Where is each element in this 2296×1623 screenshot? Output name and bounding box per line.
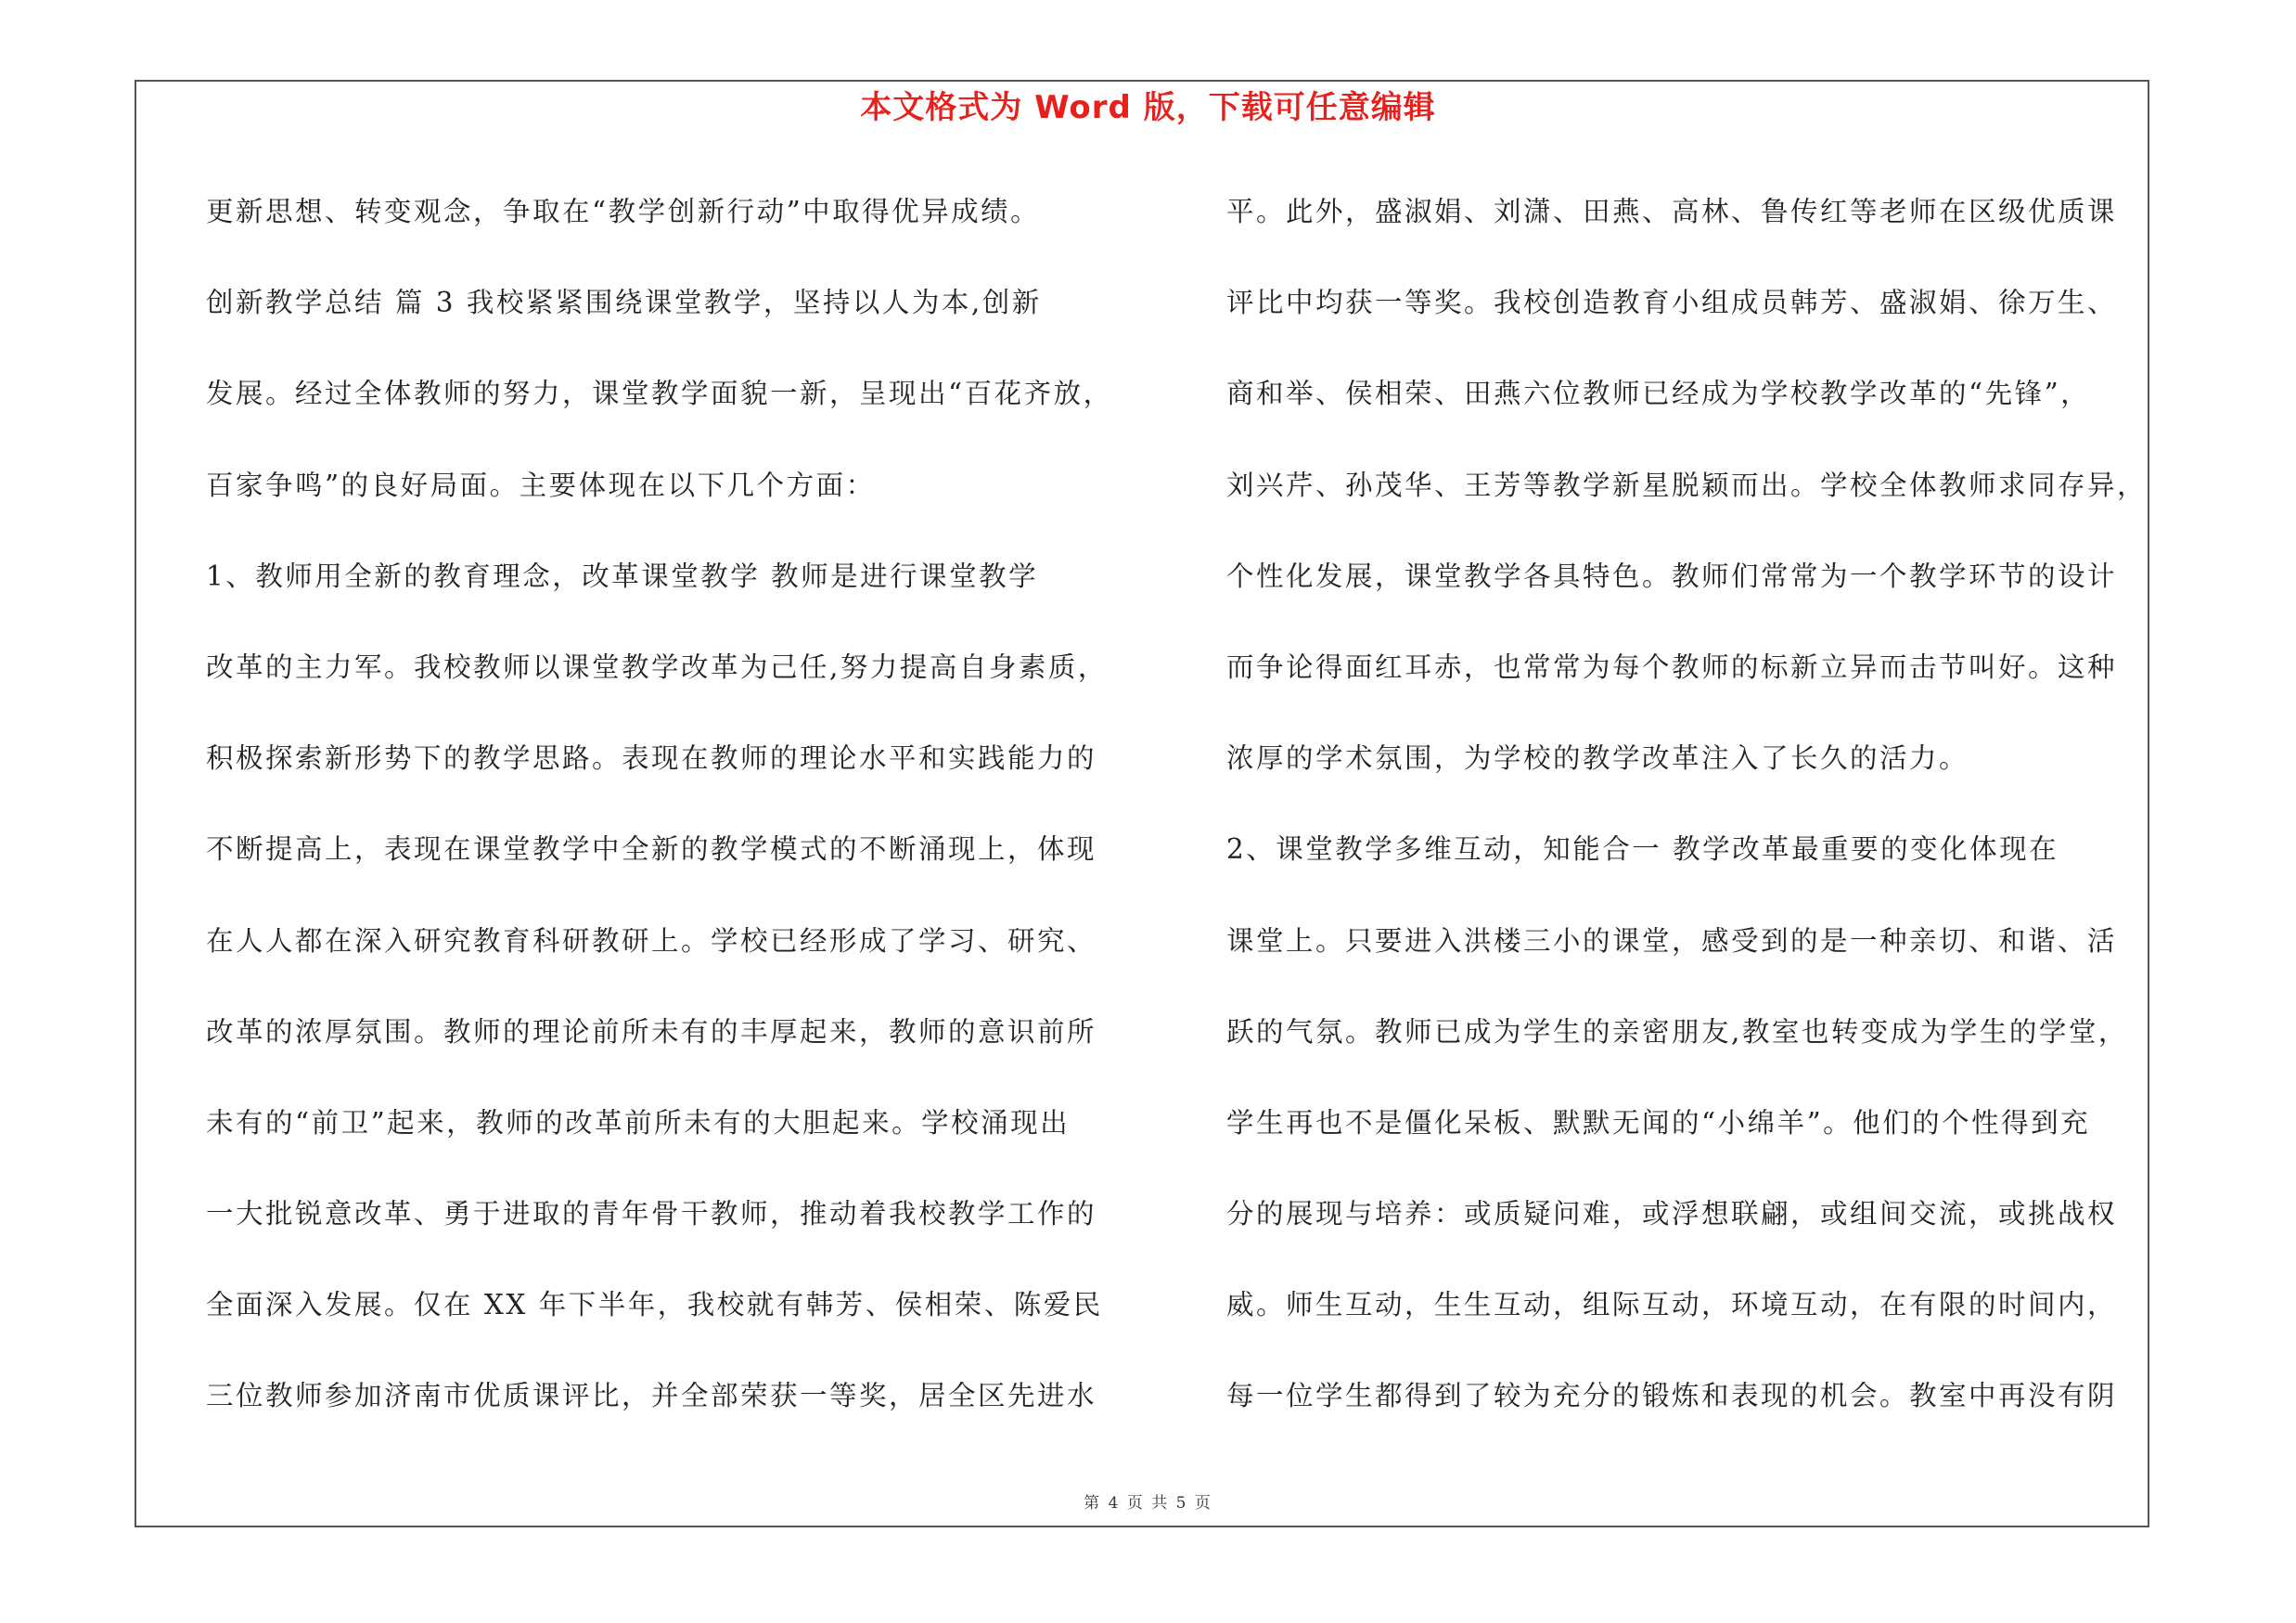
text-line: 积极探索新形势下的教学思路。表现在教师的理论水平和实践能力的 [206, 742, 1097, 775]
page-number: 第 4 页 共 5 页 [1084, 1494, 1212, 1513]
text-line: 不断提高上，表现在课堂教学中全新的教学模式的不断涌现上，体现 [206, 833, 1097, 866]
text-line: 个性化发展，课堂教学各具特色。教师们常常为一个教学环节的设计 [1226, 560, 2118, 592]
text-line: 而争论得面红耳赤，也常常为每个教师的标新立异而击节叫好。这种 [1226, 650, 2118, 683]
text-line: 改革的浓厚氛围。教师的理论前所未有的丰厚起来，教师的意识前所 [206, 1015, 1097, 1048]
text-line: 评比中均获一等奖。我校创造教育小组成员韩芳、盛淑娟、徐万生、 [1226, 287, 2118, 319]
text-line: 发展。经过全体教师的努力，课堂教学面貌一新，呈现出“百花齐放， [206, 378, 1113, 410]
text-line: 一大批锐意改革、勇于进取的青年骨干教师，推动着我校教学工作的 [206, 1198, 1097, 1230]
text-line: 课堂上。只要进入洪楼三小的课堂，感受到的是一种亲切、和谐、活 [1226, 924, 2118, 957]
word-format-banner: 本文格式为 Word 版，下载可任意编辑 [860, 89, 1436, 126]
text-line: 未有的“前卫”起来，教师的改革前所未有的大胆起来。学校涌现出 [206, 1106, 1071, 1139]
text-line: 更新思想、转变观念，争取在“教学创新行动”中取得优异成绩。 [206, 196, 1041, 227]
text-line: 每一位学生都得到了较为充分的锻炼和表现的机会。教室中再没有阴 [1226, 1380, 2118, 1412]
text-line: 1、教师用全新的教育理念，改革课堂教学 教师是进行课堂教学 [206, 560, 1039, 592]
text-line: 平。此外，盛淑娟、刘潇、田燕、高林、鲁传红等老师在区级优质课 [1226, 196, 2118, 227]
left-text-column [206, 184, 1134, 1460]
text-line: 三位教师参加济南市优质课评比，并全部荣获一等奖，居全区先进水 [206, 1380, 1097, 1412]
text-line: 全面深入发展。仅在 XX 年下半年，我校就有韩芳、侯相荣、陈爱民 [206, 1289, 1103, 1321]
text-line: 刘兴芹、孙茂华、王芳等教学新星脱颖而出。学校全体教师求同存异， [1226, 469, 2148, 501]
text-line: 商和举、侯相荣、田燕六位教师已经成为学校教学改革的“先锋”， [1226, 378, 2091, 410]
text-line: 威。师生互动，生生互动，组际互动，环境互动，在有限的时间内， [1226, 1289, 2118, 1321]
text-line: 分的展现与培养：或质疑问难，或浮想联翩，或组间交流，或挑战权 [1226, 1198, 2118, 1230]
text-line: 改革的主力军。我校教师以课堂教学改革为己任,努力提高自身素质， [206, 650, 1108, 683]
text-line: 创新教学总结 篇 3 我校紧紧围绕课堂教学，坚持以人为本,创新 [206, 287, 1042, 319]
text-line: 2、课堂教学多维互动，知能合一 教学改革最重要的变化体现在 [1226, 833, 2059, 866]
right-text-column [1226, 184, 2148, 1460]
text-line: 百家争鸣”的良好局面。主要体现在以下几个方面： [206, 469, 876, 501]
text-line: 在人人都在深入研究教育科研教研上。学校已经形成了学习、研究、 [206, 924, 1097, 957]
text-line: 跃的气氛。教师已成为学生的亲密朋友,教室也转变成为学生的学堂， [1226, 1015, 2128, 1048]
text-line: 学生再也不是僵化呆板、默默无闻的“小绵羊”。他们的个性得到充 [1226, 1106, 2091, 1139]
text-line: 浓厚的学术氛围，为学校的教学改革注入了长久的活力。 [1226, 742, 1969, 775]
